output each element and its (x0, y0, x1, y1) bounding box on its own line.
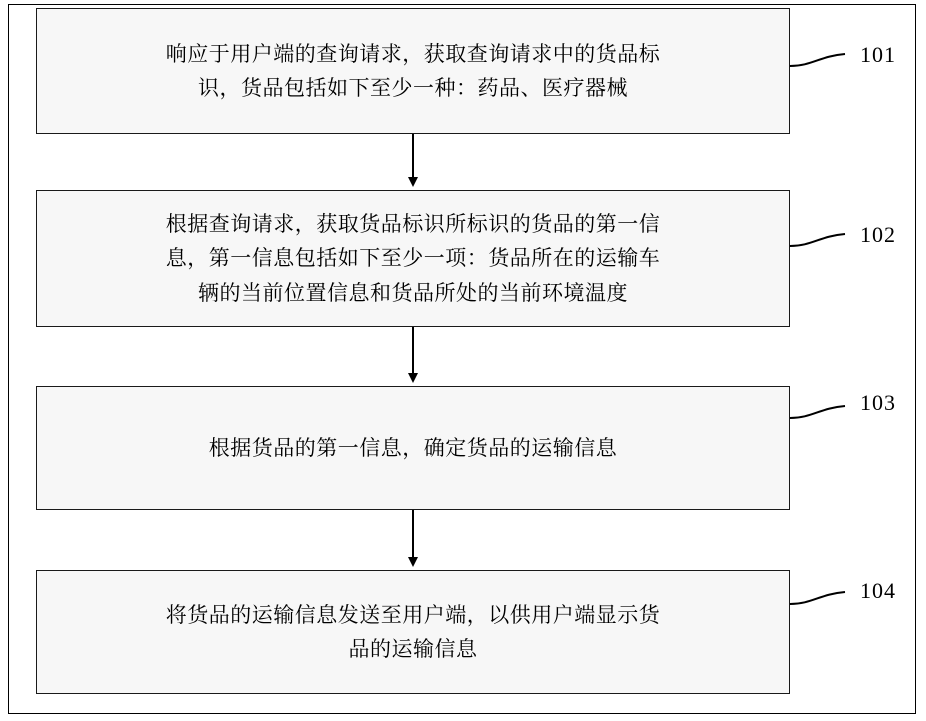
step-number-103: 103 (860, 390, 896, 415)
step-box-104 (36, 570, 790, 694)
step-text-101: 响应于用户端的查询请求，获取查询请求中的货品标 识，货品包括如下至少一种：药品、医疗器械 (165, 41, 661, 100)
step-box-101 (36, 8, 790, 134)
step-number-104: 104 (860, 578, 896, 603)
step-text-102: 根据查询请求，获取货品标识所标识的货品的第一信 息，第一信息包括如下至少一项：货品所在的运输车 辆的当前位置信息和货品所处的当前环境温度 (165, 212, 661, 305)
step-number-102: 102 (860, 222, 896, 247)
step-text-103: 根据货品的第一信息，确定货品的运输信息 (208, 435, 618, 460)
step-number-101: 101 (860, 42, 896, 67)
step-box-103 (36, 386, 790, 510)
step-box-102 (36, 190, 790, 327)
step-text-104: 将货品的运输信息发送至用户端，以供用户端显示货 品的运输信息 (165, 602, 661, 661)
